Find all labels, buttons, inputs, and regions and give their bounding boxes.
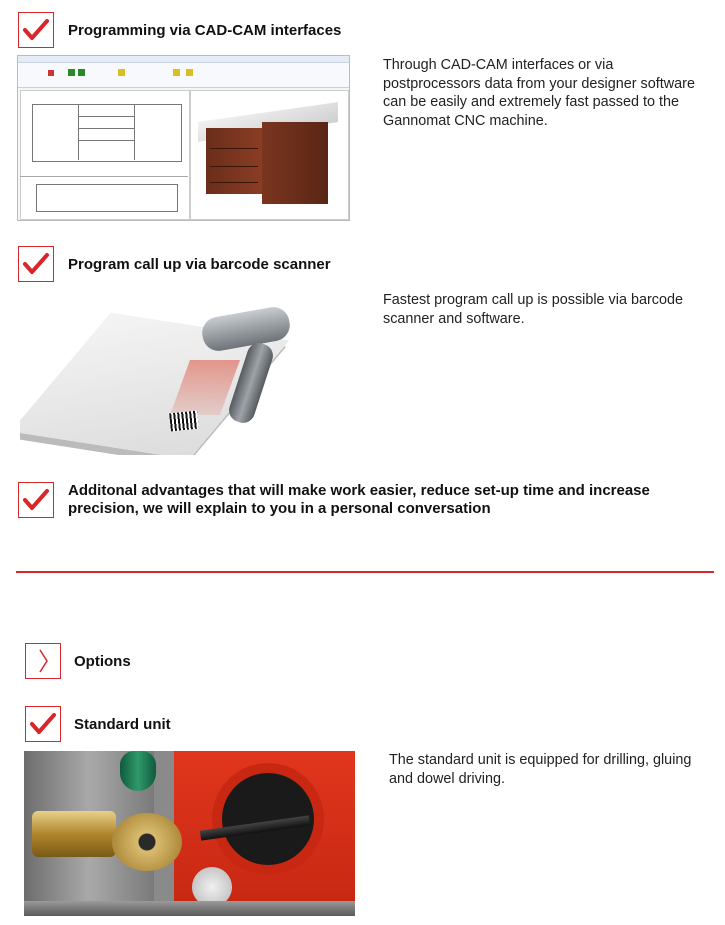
barcode-scanner-photo xyxy=(20,290,350,455)
checkmark-icon xyxy=(18,12,54,48)
chevron-right-icon[interactable] xyxy=(25,643,61,679)
section-heading-barcode: Program call up via barcode scanner xyxy=(68,256,331,273)
checkmark-icon xyxy=(25,706,61,742)
section-divider xyxy=(16,571,714,573)
options-label[interactable]: Options xyxy=(74,653,131,670)
checkmark-icon xyxy=(18,482,54,518)
standard-unit-photo xyxy=(24,751,355,916)
section-heading-cad-cam: Programming via CAD-CAM interfaces xyxy=(68,22,342,39)
section-heading-advantages: Additonal advantages that will make work easier, reduce set-up time and increase precision, we will explain to you in a personal conversation xyxy=(68,482,650,517)
section-text-cad-cam: Through CAD-CAM interfaces or via postprocessors data from your designer software can be easily and extremely fast passed to the Gannomat CNC machine. xyxy=(383,57,695,129)
standard-unit-heading: Standard unit xyxy=(74,716,171,733)
cad-cam-software-screenshot xyxy=(17,55,350,221)
standard-unit-text: The standard unit is equipped for drilling, gluing and dowel driving. xyxy=(389,752,692,787)
checkmark-icon xyxy=(18,246,54,282)
section-text-barcode: Fastest program call up is possible via barcode scanner and software. xyxy=(383,292,683,327)
